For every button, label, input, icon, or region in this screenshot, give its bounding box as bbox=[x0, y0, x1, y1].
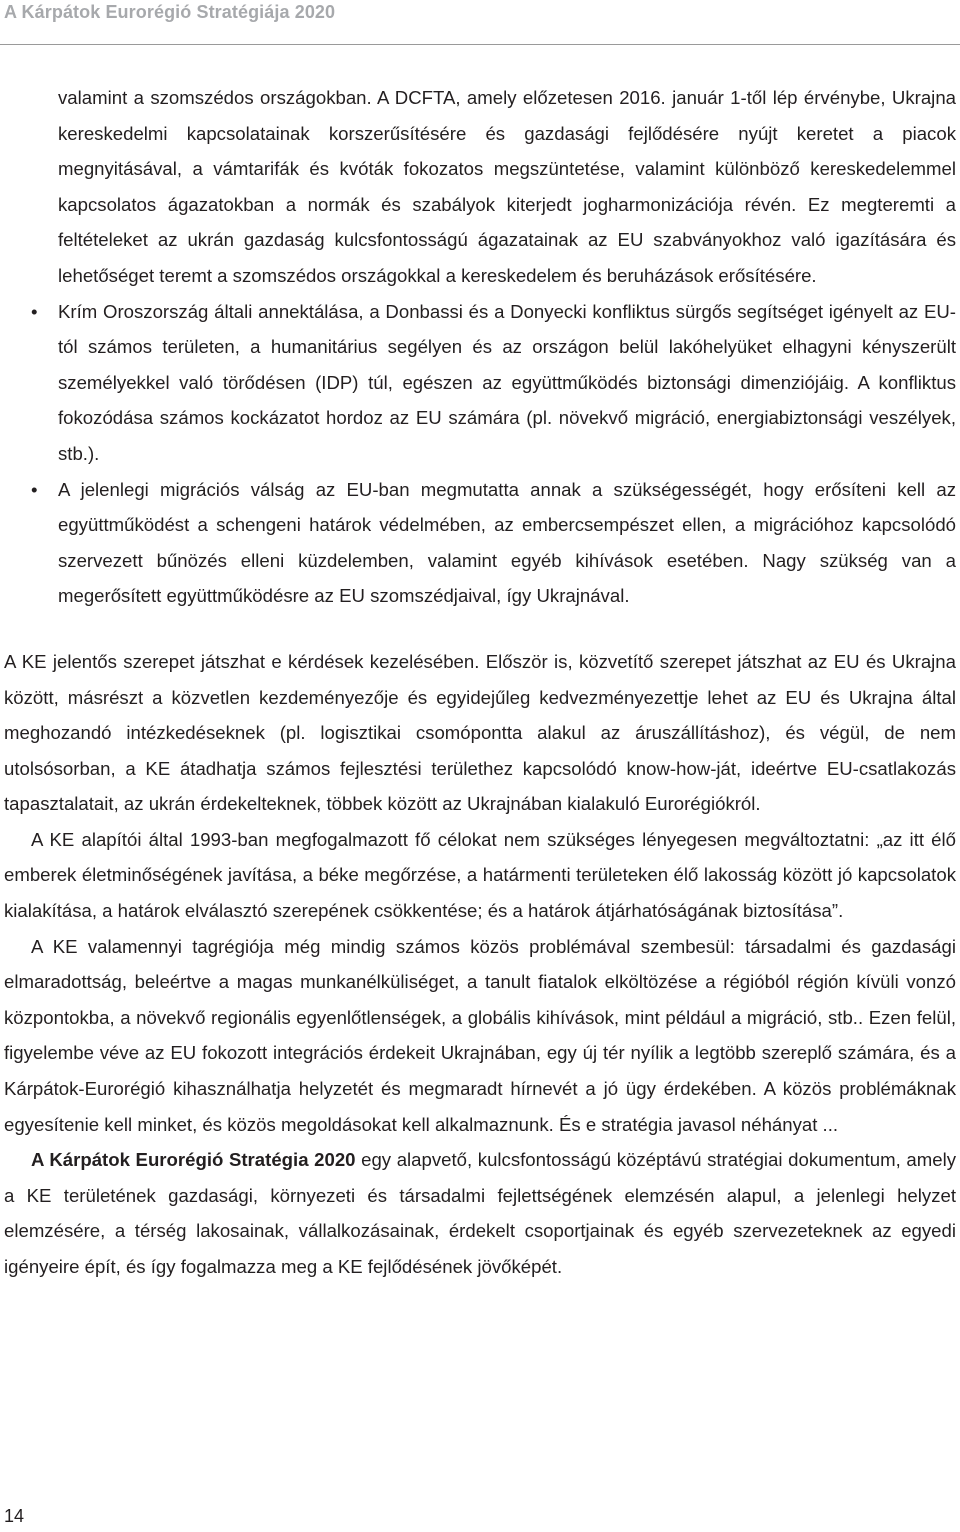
strategy-summary-text: egy alapvető, kulcsfontosságú középtávú stratégiai dokumentum, amely a KE területének gazdasági, környezeti és társadalmi fejlettségének elemzésén alapul, a jelenlegi helyzet elemzésére, a térség lakosainak, vállalkozásainak, érdekelt csoportjainak és egyéb szervezeteknek az egyedi igényeire épít, és így fogalmazza meg a KE fejlődésének jövőképét. bbox=[4, 1149, 956, 1277]
paragraph-strategy-summary bbox=[4, 1142, 956, 1284]
bullet-item-crimea bbox=[4, 294, 956, 472]
bullet-text-crimea: Krím Oroszország általi annektálása, a Donbassi és a Donyecki konfliktus sürgős segítséget igényelt az EU-tól számos területen, a humanitárius segélyen és az országon belül lakóhelyüket elhagyni kényszerült személyekkel való törődésen (IDP) túl, egészen az együttműködés biztonsági dimenziójáig. A konfliktus fokozódása számos kockázatot hordoz az EU számára (pl. növekvő migráció, energiabiztonsági veszélyek, stb.). bbox=[58, 300, 956, 464]
paragraph-founding-goals: A KE alapítói által 1993-ban megfogalmazott fő célokat nem szükséges lényegesen megváltoztatni: „az itt élő emberek életminőségének javítása, a béke megőrzése, a határmenti területeken élő lakosság között jó kapcsolatok kialakítása, a határok elválasztó szerepének csökkentése; és a határok átjárhatóságának biztosítása”. bbox=[4, 828, 956, 922]
paragraph-ke-role: A KE jelentős szerepet játszhat e kérdések kezelésében. Először is, közvetítő szerepet játszhat az EU és Ukrajna között, másrészt a közvetlen kezdeményezője és egyidejűleg kedvezményezettje lehet az EU és Ukrajna által meghozandó intézkedéseknek (pl. logisztikai csomópontta alakul az áruszállításhoz), és végül, de nem utolsósorban, a KE átadhatja számos fejlesztési területhez kapcsolódó know-how-ját, ideértve EU-csatlakozás tapasztalatait, az ukrán érdekelteknek, többek között az Ukrajnában kialakuló Eurorégiókról. bbox=[4, 650, 956, 815]
bullet-item-migration bbox=[4, 472, 956, 614]
strategy-title-bold: A Kárpátok Eurorégió Stratégia 2020 bbox=[31, 1149, 356, 1171]
paragraph-dcfta-continuation: valamint a szomszédos országokban. A DCFTA, amely előzetesen 2016. január 1-től lép érvénybe, Ukrajna kereskedelmi kapcsolatainak korszerűsítésére és gazdasági fejlődésére nyújt keretet a piacok megnyitásával, a vámtarifák és kvóták fokozatos megszüntetése, valamint különböző kereskedelemmel kapcsolatos ágazatokban a normák és szabályok kiterjedt jogharmonizációja révén. Ez megteremti a feltételeket az ukrán gazdaság kulcsfontosságú ágazatainak az EU szabványokhoz való igazítására és lehetőséget teremt a szomszédos országokkal a kereskedelem és beruházások erősítésére. bbox=[58, 87, 956, 286]
page-number: 14 bbox=[4, 1506, 25, 1526]
running-header-title: A Kárpátok Eurorégió Stratégiája 2020 bbox=[4, 2, 336, 22]
bullet-text-migration: A jelenlegi migrációs válság az EU-ban megmutatta annak a szükségességét, hogy erősíteni kell az együttműködést a schengeni határok védelmében, az embercsempészet ellen, a migrációhoz kapcsolódó szervezett bűnözés elleni küzdelemben, valamint egyéb kihívások esetében. Nagy szükség van a megerősített együttműködésre az EU szomszédjaival, így Ukrajnával. bbox=[58, 478, 956, 607]
header-divider bbox=[0, 44, 960, 45]
bullet-icon: • bbox=[31, 478, 38, 500]
bullet-icon: • bbox=[31, 300, 38, 322]
page-body bbox=[4, 80, 956, 1285]
paragraph-common-problems: A KE valamennyi tagrégiója még mindig számos közös problémával szembesül: társadalmi és gazdasági elmaradottság, beleértve a magas munkanélküliséget, a tanult fiatalok elköltözése a régióból régión kívüli vonzó központokba, a növekvő regionális egyenlőtlenségek, a globális kihívások, mint például a migráció, stb.. Ezen felül, figyelembe véve az EU fokozott integrációs érdekeit Ukrajnában, egy új tér nyílik a legtöbb szereplő számára, és a Kárpátok-Eurorégió kihasználhatja helyzetét és megmaradt hírnevét a jó ügy érdekében. A közös problémáknak egyesítenie kell minket, és közös megoldásokat kell alkalmaznunk. És e stratégia javasol néhányat ... bbox=[4, 935, 956, 1135]
